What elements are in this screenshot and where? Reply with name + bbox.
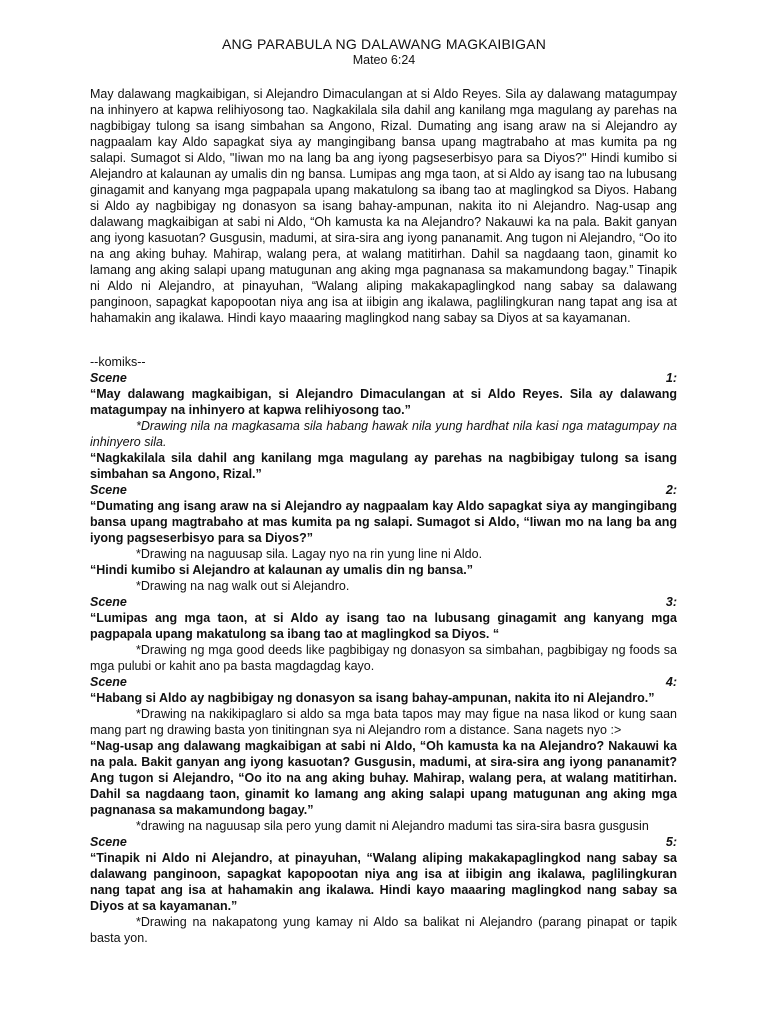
document-title: ANG PARABULA NG DALAWANG MAGKAIBIGAN [221,36,547,52]
scene-1-quote: “May dalawang magkaibigan, si Alejandro Dimaculangan at si Aldo Reyes. Sila ay dalawang matagumpay na inhinyero at kapwa relihiyosong tao.” [90,387,677,417]
scene-4-drawing-note: *Drawing na nakikipaglaro si aldo sa mga bata tapos may may figue na nasa likod or kung saan mang part ng drawing basta yon tinitingnan sya ni Alejandro rom a distance. Sana nagets nyo :> [90,707,677,737]
scene-1-quote-2: “Nagkakilala sila dahil ang kanilang mga magulang ay parehas na nagbibigay tulong sa isang simbahan sa Angono, Rizal.” [90,451,677,481]
scene-number: 1: [665,371,677,385]
scene-2-quote: “Dumating ang isang araw na si Alejandro ay nagpaalam kay Aldo sapagkat siya ay mangingibang bansa upang magtrabaho at mas kumita pa ng salapi. Sumagot si Aldo, “Iiwan mo na lang ba ang iyong pagseserbisyo para sa Diyos?” [90,499,677,545]
scene-5-quote: “Tinapik ni Aldo ni Alejandro, at pinayuhan, “Walang aliping makakapaglingkod nang sabay sa dalawang panginoon, sapagkat kapopootan niya ang isa at iibigin ang ikalawa, paglilingkuran nang tapat ang isa at hahamakin ang ikalawa. Hindi kayo maaaring maglingkod nang sabay sa Diyos at sa kayamanan.” [90,851,677,913]
scene-3-quote: “Lumipas ang mga taon, at si Aldo ay isang tao na lubusang ginagamit ang kanyang mga pagpapala upang makatulong sa ibang tao at maglingkod sa Diyos. “ [90,611,677,641]
scene-label: Scene [90,675,127,689]
scene-3-drawing-note: *Drawing ng mga good deeds like pagbibigay ng donasyon sa simbahan, pagbibigay ng foods sa mga pulubi or kahit ano pa basta magdagdag kayo. [90,643,677,673]
scene-2-drawing-note-2: *Drawing na nag walk out si Alejandro. [136,579,350,593]
scene-4-quote: “Habang si Aldo ay nagbibigay ng donasyon sa isang bahay-ampunan, nakita ito ni Alejandro.” [90,691,655,705]
scene-label: Scene [90,835,127,849]
scene-label: Scene [90,595,127,609]
parable-body [90,86,677,326]
scene-number: 5: [665,835,677,849]
bible-verse: Mateo 6:24 [352,53,416,67]
scene-1-header [90,370,677,386]
scene-4-drawing-note-2: *drawing na naguusap sila pero yung damit ni Alejandro madumi tas sira-sira basra gusgusin [136,819,649,833]
scene-label: Scene [90,483,127,497]
komiks-section [90,354,677,946]
scene-2-drawing-note: *Drawing na naguusap sila. Lagay nyo na rin yung line ni Aldo. [136,547,483,561]
scene-number: 2: [665,483,677,497]
scene-5-drawing-note: *Drawing na nakapatong yung kamay ni Aldo sa balikat ni Alejandro (parang pinapat or tapik basta yon. [90,915,677,945]
scene-1-drawing-note: *Drawing nila na magkasama sila habang hawak nila yung hardhat nila kasi nga matagumpay na inhinyero sila. [90,419,677,449]
scene-2-header [90,482,677,498]
scene-number: 4: [665,675,677,689]
scene-label: Scene [90,371,127,385]
scene-5-header [90,834,677,850]
scene-4-quote-2: “Nag-usap ang dalawang magkaibigan at sabi ni Aldo, “Oh kamusta ka na Alejandro? Nakauwi ka na pala. Bakit ganyan ang iyong kasuotan? Gusgusin, madumi, at sira-sira ang iyong pananamit? Ang tugon si Alejandro, “Oo ito na ang aking buhay. Mahirap, walang pera, at walang matitirhan. Dahil sa nagdaang taon, ginamit ko lamang ang aking salapi upang matugunan ang aking mga pagnanasa sa makamundong bagay.” [90,739,677,817]
scene-2-quote-2: “Hindi kumibo si Alejandro at kalaunan ay umalis din ng bansa.” [90,563,473,577]
parable-paragraph: May dalawang magkaibigan, si Alejandro Dimaculangan at si Aldo Reyes. Sila ay dalawang matagumpay na inhinyero at kapwa relihiyosong tao. Nagkakilala sila dahil ang kanilang mga magulang ay parehas na nagbibigay tulong sa isang simbahan sa Angono, Rizal. Dumating ang isang araw na si Alejandro ay nagpaalam kay Aldo sapagkat siya ay mangingibang bansa upang magtrabaho at mas kumita pa ng salapi. Sumagot si Aldo, "Iiwan mo na lang ba ang iyong pagseserbisyo para sa Diyos?" Hindi kumibo si Alejandro at kalaunan ay umalis din ng bansa. Lumipas ang mga taon, at si Aldo ay isang tao na lubusang ginagamit and kanyang mga pagpapala upang makatulong sa ibang tao at maglingkod sa Diyos. Habang si Aldo ay nagbibigay ng donasyon sa isang bahay-ampunan, nakita ito ni Alejandro. Nag-usap ang dalawang magkaibigan at sabi ni Aldo, “Oh kamusta ka na Alejandro? Nakauwi ka na pala. Bakit ganyan ang iyong kasuotan? Gusgusin, madumi, at sira-sira ang iyong pananamit. Ang tugon ni Alejandro, “Oo ito na ang aking buhay. Mahirap, walang pera, at walang matitirhan. Dahil sa nagdaang taon, ginamit ko lamang ang aking salapi upang matugunan ang aking mga pagnanasa sa makamundong bagay.” Tinapik ni Aldo ni Alejandro, at pinayuhan, “Walang aliping makakapaglingkod nang sabay sa dalawang panginoon, sapagkat kapopootan niya ang isa at iibigin ang ikalawa, paglilingkuran nang tapat ang isa at hahamakin ang ikalawa. Hindi kayo maaaring maglingkod nang sabay sa Diyos at sa kayamanan. [90,87,677,325]
komiks-marker: --komiks-- [90,355,146,369]
scene-3-header [90,594,677,610]
scene-4-header [90,674,677,690]
scene-number: 3: [665,595,677,609]
